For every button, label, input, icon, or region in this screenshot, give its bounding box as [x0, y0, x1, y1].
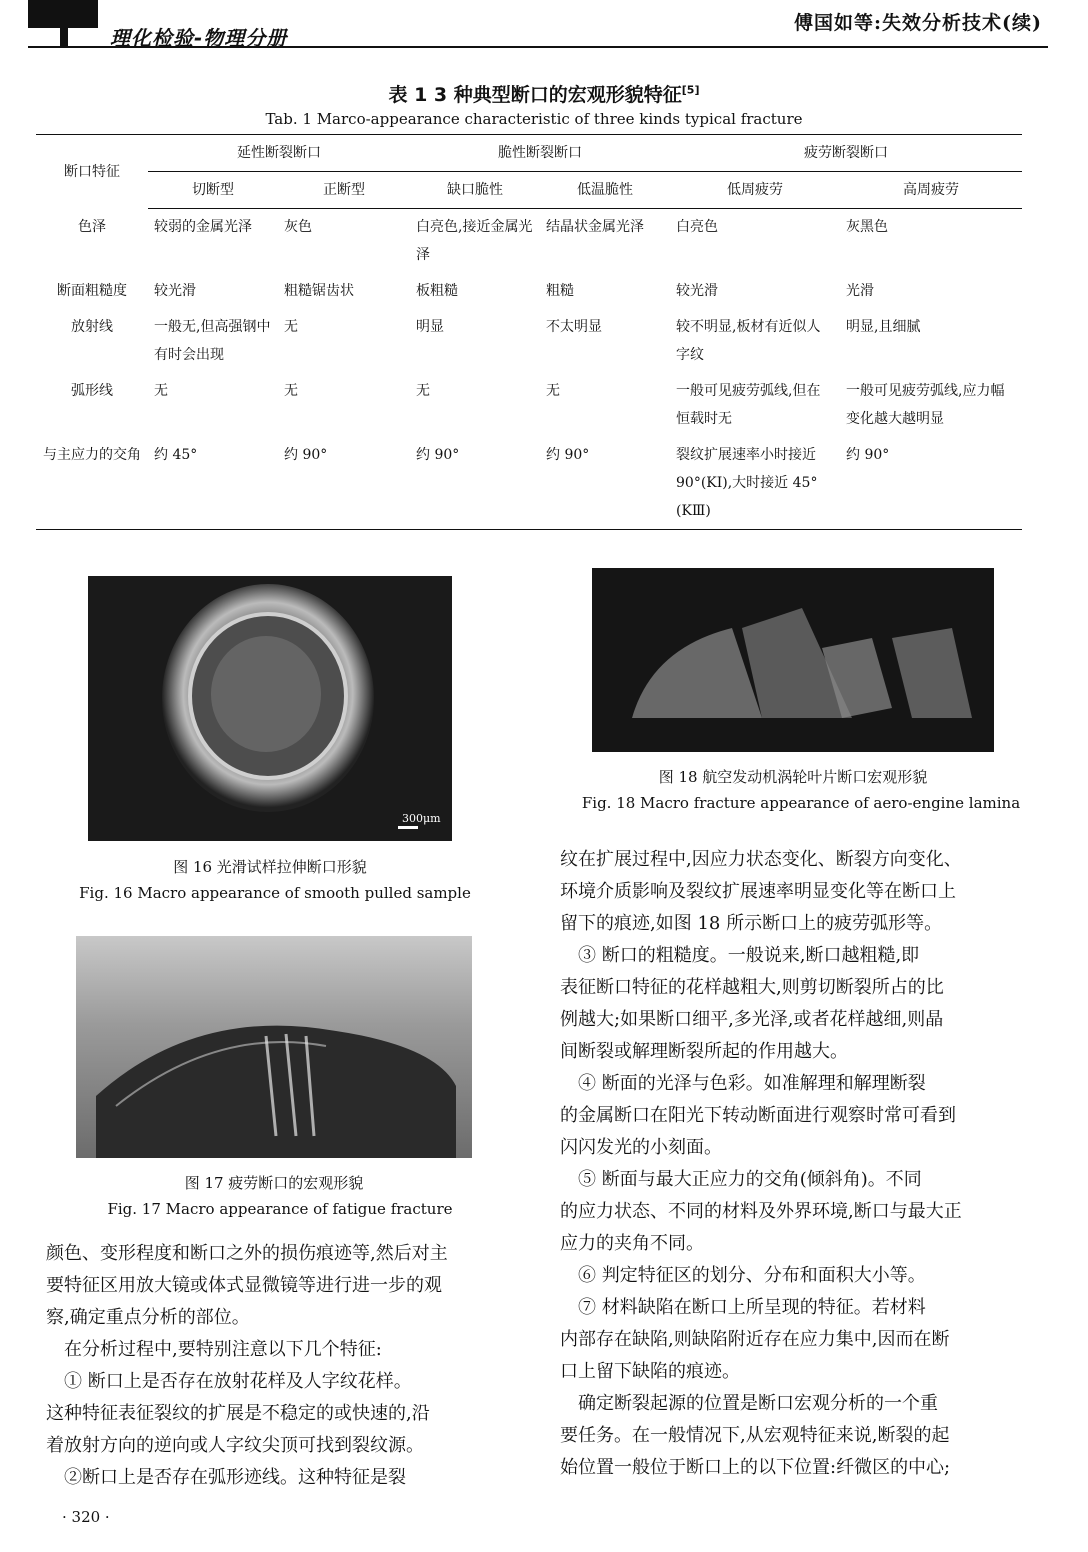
table-title-en: Tab. 1 Marco-appearance characteristic of three kinds typical fracture: [265, 110, 803, 128]
table-cell: 结晶状金属光泽: [546, 219, 644, 235]
col-header-feature: 断口特征: [36, 135, 148, 209]
fracture-photo-17: [76, 936, 472, 1158]
table-cell: 约 90°: [540, 437, 670, 530]
table-cell: 较光滑: [154, 283, 196, 299]
text-line: ②断口上是否存在弧形迹线。这种特征是裂: [46, 1467, 406, 1488]
table-cell: 无: [284, 319, 298, 335]
text-line: 要任务。在一般情况下,从宏观特征来说,断裂的起: [560, 1425, 950, 1446]
subcol-header: 低温脆性: [540, 172, 670, 209]
text-line: 在分析过程中,要特别注意以下几个特征:: [46, 1339, 382, 1360]
table-cell: 裂纹扩展速率小时接近 90°(KⅠ),大时接近 45°(KⅢ): [670, 437, 840, 530]
text-line: 间断裂或解理断裂所起的作用越大。: [560, 1041, 848, 1062]
table-cell: 约 90°: [410, 437, 540, 530]
table-cell: 一般可见疲劳弧线,但在恒载时无: [676, 383, 821, 427]
table-cell: 较光滑: [676, 283, 718, 299]
figure-18-image: [592, 568, 994, 752]
subcol-header: 高周疲劳: [840, 172, 1022, 209]
text-line: 察,确定重点分析的部位。: [46, 1307, 250, 1328]
group-header-ductile: 延性断裂断口: [148, 135, 410, 172]
subcol-header: 正断型: [278, 172, 410, 209]
text-line: ⑦ 材料缺陷在断口上所呈现的特征。若材料: [560, 1297, 926, 1318]
right-column-text: [560, 844, 1050, 1484]
row-label: 放射线: [71, 319, 113, 335]
figure-17-image: [76, 936, 472, 1158]
text-line: 环境介质影响及裂纹扩展速率明显变化等在断口上: [560, 881, 956, 902]
text-line: 确定断裂起源的位置是断口宏观分析的一个重: [560, 1393, 938, 1414]
journal-title: 理化检验-物理分册: [110, 26, 288, 50]
subcol-header: 切断型: [148, 172, 278, 209]
table-cell: 光滑: [846, 283, 874, 299]
table-cell: 板粗糙: [416, 283, 458, 299]
figure-16-caption-cn: 图 16 光滑试样拉伸断口形貌: [173, 858, 367, 876]
table-cell: 明显: [416, 319, 444, 335]
table-cell: 灰黑色: [846, 219, 888, 235]
text-line: 这种特征表征裂纹的扩展是不稳定的或快速的,沿: [46, 1403, 430, 1424]
group-header-brittle: 脆性断裂断口: [410, 135, 670, 172]
text-line: 留下的痕迹,如图 18 所示断口上的疲劳弧形等。: [560, 913, 943, 934]
figure-18-caption-cn: 图 18 航空发动机涡轮叶片断口宏观形貌: [658, 768, 928, 786]
text-line: 着放射方向的逆向或人字纹尖顶可找到裂纹源。: [46, 1435, 424, 1456]
figure-17-caption-cn: 图 17 疲劳断口的宏观形貌: [184, 1174, 364, 1192]
table-cell: 较不明显,板材有近似人字纹: [676, 319, 821, 363]
table-cell: 无: [154, 383, 168, 399]
table-cell: 粗糙: [546, 283, 574, 299]
row-label: 断面粗糙度: [57, 283, 127, 299]
subcol-header: 缺口脆性: [410, 172, 540, 209]
table-row: [36, 373, 1022, 437]
text-line: 应力的夹角不同。: [560, 1233, 704, 1254]
figure-17-caption-en: Fig. 17 Macro appearance of fatigue fracture: [107, 1200, 453, 1218]
figure-16-caption-en: Fig. 16 Macro appearance of smooth pulled sample: [79, 884, 471, 902]
table-cell: 无: [416, 383, 430, 399]
text-line: 的金属断口在阳光下转动断面进行观察时常可看到: [560, 1105, 956, 1126]
page-number: · 320 ·: [62, 1508, 110, 1526]
text-line: 要特征区用放大镜或体式显微镜等进行进一步的观: [46, 1275, 442, 1296]
left-column-text: [46, 1238, 536, 1494]
subcol-header: 低周疲劳: [670, 172, 840, 209]
text-line: ⑤ 断面与最大正应力的交角(倾斜角)。不同: [560, 1169, 922, 1190]
table-cell: 粗糙锯齿状: [284, 283, 354, 299]
text-line: ⑥ 判定特征区的划分、分布和面积大小等。: [560, 1265, 926, 1286]
text-line: 闪闪发光的小刻面。: [560, 1137, 722, 1158]
table-cell: 约 45°: [148, 437, 278, 530]
row-label: 弧形线: [71, 383, 113, 399]
table-cell: 明显,且细腻: [846, 319, 921, 335]
table-cell: 灰色: [284, 219, 312, 235]
text-line: 纹在扩展过程中,因应力状态变化、断裂方向变化、: [560, 849, 962, 870]
figure-18-caption-en: Fig. 18 Macro fracture appearance of aero-engine lamina: [581, 794, 1021, 812]
row-label: 色泽: [78, 218, 106, 235]
text-line: 口上留下缺陷的痕迹。: [560, 1361, 740, 1382]
table-cell: 无: [546, 383, 560, 399]
table-cell: 不太明显: [546, 319, 602, 335]
text-line: 内部存在缺陷,则缺陷附近存在应力集中,因而在断: [560, 1329, 950, 1350]
fracture-photo-18: [592, 568, 994, 752]
text-line: 例越大;如果断口细平,多光泽,或者花样越细,则晶: [560, 1009, 944, 1030]
table-cell: 白亮色: [676, 219, 718, 235]
table-row: [36, 309, 1022, 373]
group-header-fatigue: 疲劳断裂断口: [670, 135, 1022, 172]
table-title-cn: 表 1 3 种典型断口的宏观形貌特征[5]: [388, 83, 700, 106]
text-line: 颜色、变形程度和断口之外的损伤痕迹等,然后对主: [46, 1243, 448, 1264]
table-cell: 白亮色,接近金属光泽: [416, 219, 533, 263]
fracture-table: [36, 134, 1022, 530]
fracture-photo-16: [88, 576, 452, 841]
table-cell: 无: [284, 383, 298, 399]
scale-bar-label: 300μm: [402, 812, 441, 825]
row-label: 与主应力的交角: [36, 437, 148, 530]
text-line: 表征断口特征的花样越粗大,则剪切断裂所占的比: [560, 977, 944, 998]
table-cell: 一般无,但高强钢中有时会出现: [154, 319, 271, 363]
table-row: [36, 209, 1022, 274]
table-row: [36, 273, 1022, 309]
figure-16-image: [88, 576, 452, 841]
text-line: ① 断口上是否存在放射花样及人字纹花样。: [46, 1371, 412, 1392]
text-line: 的应力状态、不同的材料及外界环境,断口与最大正: [560, 1201, 962, 1222]
table-cell: 约 90°: [840, 437, 1022, 530]
text-line: ④ 断面的光泽与色彩。如准解理和解理断裂: [560, 1073, 926, 1094]
text-line: ③ 断口的粗糙度。一般说来,断口越粗糙,即: [560, 945, 920, 966]
text-line: 始位置一般位于断口上的以下位置:纤微区的中心;: [560, 1457, 951, 1478]
table-cell: 约 90°: [278, 437, 410, 530]
table-row: [36, 437, 1022, 530]
table-cell: 一般可见疲劳弧线,应力幅变化越大越明显: [846, 383, 1005, 427]
article-running-title: 傅国如等:失效分析技术(续): [794, 12, 1042, 34]
table-cell: 较弱的金属光泽: [154, 219, 252, 235]
header-rule: [28, 46, 1048, 48]
